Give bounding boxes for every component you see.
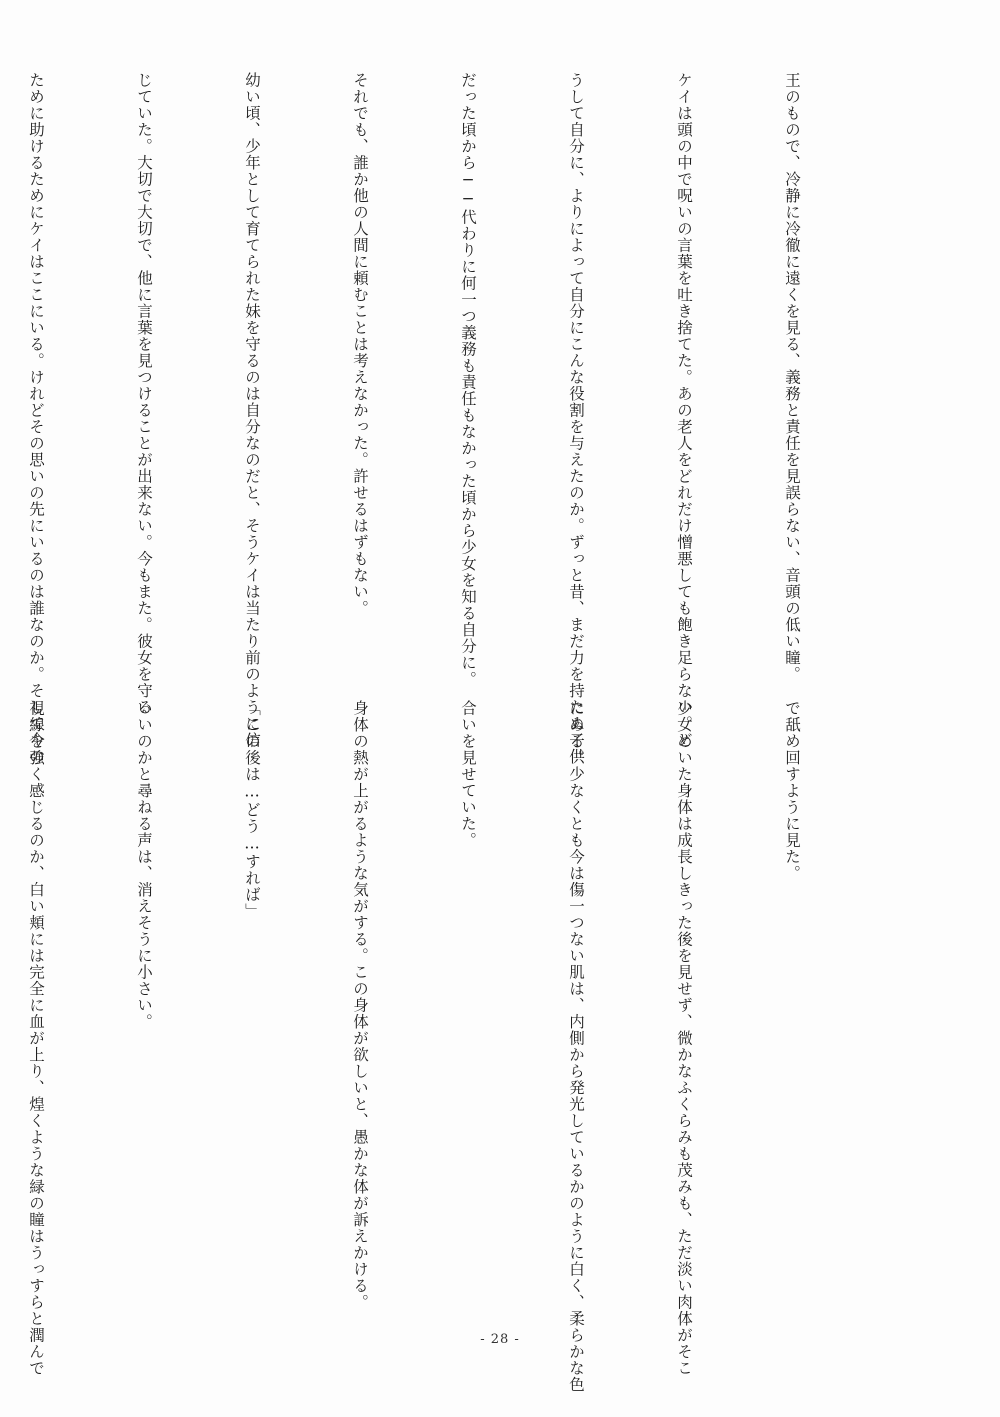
text-line: それでも、誰か他の人間に頼むことは考えなかった。許せるはずもない。 — [351, 72, 369, 617]
text-line: で舐め回すように見た。 — [783, 700, 801, 882]
text-line: 合いを見せていた。 — [459, 700, 477, 849]
text-line: 身体の熱が上がるような気がする。この身体が欲しいと、愚かな体が訴えかける。 — [351, 700, 369, 1311]
text-line: じていた。大切で大切で、他に言葉を見つけることが出来ない。今もまた。彼女を守る — [135, 72, 153, 716]
text-line: ケイは頭の中で呪いの言葉を吐き捨てた。あの老人をどれだけ憎悪しても飽き足らない。ど — [675, 72, 693, 749]
text-line: にある。少なくとも今は傷一つない肌は、内側から発光しているかのように白く、柔らかな色 — [567, 700, 585, 1393]
page-number: - 28 - — [480, 1332, 520, 1347]
text-line: 少女めいた身体は成長しきった後を見せず、微かなふくらみも茂みも、ただ淡い肉体がそこ — [675, 700, 693, 1377]
dialogue-line: 「この後は…どう…すれば」 — [243, 700, 261, 920]
upper-text-block — [27, 72, 882, 765]
text-line: ために助けるためにケイはここにいる。けれどその思いの先にいるのは誰なのか。そして今の — [27, 72, 45, 765]
text-line: 視線を強く感じるのか、白い頬には完全に血が上り、煌くような緑の瞳はうっすらと潤んで — [27, 700, 45, 1377]
text-line: いいのかと尋ねる声は、消えそうに小さい。 — [135, 700, 153, 1030]
text-line: 幼い頃、少年として育てられた妹を守るのは自分なのだと、そうケイは当たり前のように信 — [243, 72, 261, 749]
text-line: 王のもので、冷静に冷徹に遠くを見る、義務と責任を見誤らない、音頭の低い瞳。 — [783, 72, 801, 683]
text-line: だった頃から──代わりに何一つ義務も責任もなかった頃から少女を知る自分に。 — [459, 72, 477, 688]
text-line: うして自分に、よりによって自分にこんな役割を与えたのか。ずっと昔、まだ力を持たぬ子供 — [567, 72, 585, 765]
